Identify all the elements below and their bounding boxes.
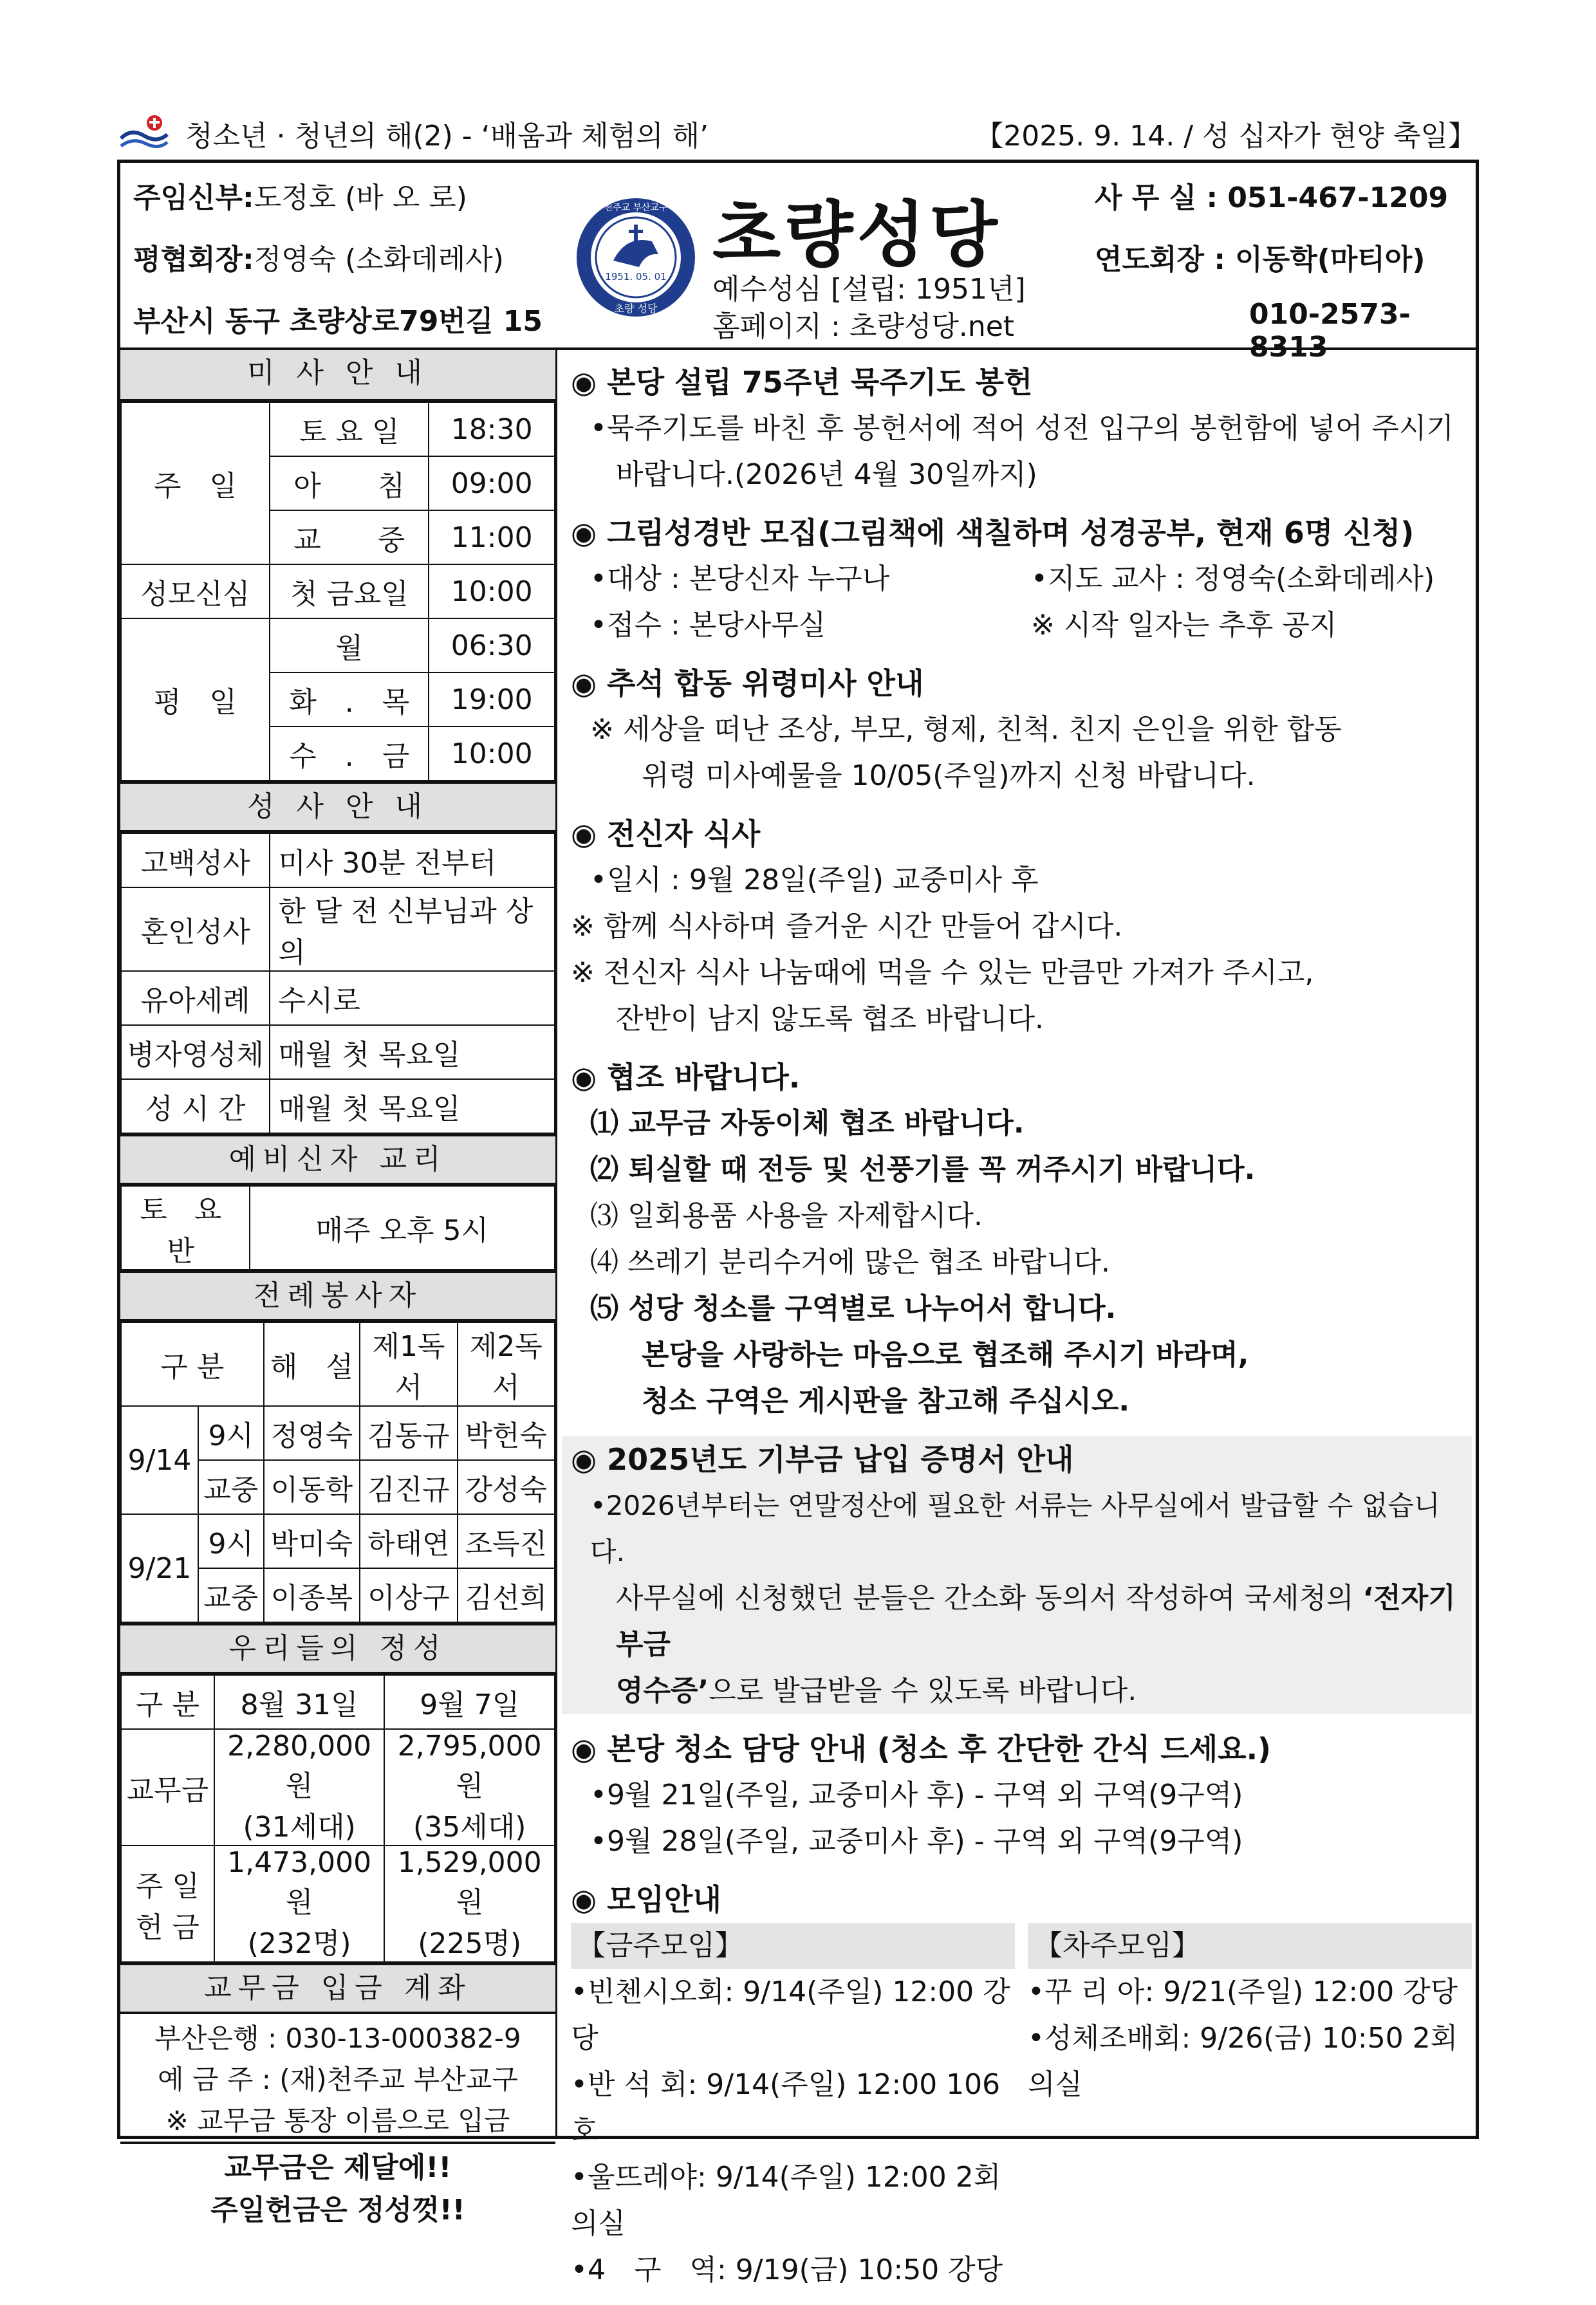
top-line	[118, 111, 1476, 156]
sunday-sep7-amount: 1,529,000원	[397, 1846, 542, 1919]
dues-aug31-households: (31세대)	[243, 1811, 356, 1844]
sacrament-title: 성 사 안 내	[120, 781, 555, 833]
notice-line: ※ 세상을 떠난 조상, 부모, 형제, 친척. 친지 은인을 위한 합동	[590, 713, 1342, 746]
offering-header: 8월 31일	[214, 1675, 385, 1729]
notice-line: •대상 : 본당신자 누구나	[590, 562, 890, 595]
liturgy-cell: 박헌숙	[458, 1406, 555, 1460]
sacrament-key: 혼인성사	[121, 887, 270, 971]
sunday-aug31-people: (232명)	[247, 1927, 351, 1960]
liturgy-mass: 교중	[198, 1568, 264, 1622]
bank-account: 부산은행 : 030-13-000382-9	[154, 2023, 521, 2054]
notice-title: ◉ 협조 바랍니다.	[571, 1060, 801, 1095]
meeting-item: •꾸 리 아: 9/21(주일) 12:00 강당	[1028, 1976, 1458, 2008]
liturgy-cell: 하태연	[360, 1514, 457, 1568]
church-name: 초량성당	[712, 194, 1002, 276]
sacrament-value: 미사 30분 전부터	[270, 833, 555, 887]
dues-sep7-households: (35세대)	[413, 1811, 526, 1844]
right-column	[571, 359, 1472, 2305]
offering-table	[120, 1674, 555, 1963]
meeting-item: •울뜨레야: 9/14(주일) 12:00 2회의실	[571, 2161, 1001, 2240]
meeting-item: •빈첸시오회: 9/14(주일) 12:00 강당	[571, 1976, 1010, 2055]
sunday-aug31-amount: 1,473,000원	[227, 1846, 372, 1919]
main-frame	[117, 347, 1479, 2286]
dues-slogan	[120, 2142, 555, 2232]
notice-rosary	[571, 359, 1472, 498]
sunday-label: 주 일	[121, 402, 270, 564]
notice-title: ◉ 본당 청소 담당 안내 (청소 후 간단한 간식 드세요.)	[571, 1732, 1272, 1766]
meetings-grid	[571, 1923, 1472, 2293]
dues-sep7-amount: 2,795,000원	[397, 1730, 542, 1802]
mon-time: 06:30	[429, 618, 555, 672]
liturgy-mass: 교중	[198, 1460, 264, 1514]
council-label: 평협회장:	[133, 243, 254, 276]
date-feast: 【2025. 9. 14. / 성 십자가 현양 축일】	[975, 120, 1476, 153]
liturgy-cell: 김동규	[360, 1406, 457, 1460]
slogan-2: 주일헌금은 정성껏!!	[210, 2194, 465, 2226]
morning-label: 아 침	[270, 456, 429, 510]
notice-memorial-mass	[571, 660, 1472, 799]
sacrament-key: 병자영성체	[121, 1025, 270, 1079]
sacrament-value: 수시로	[270, 971, 555, 1025]
pastor-label: 주임신부:	[133, 181, 254, 214]
liturgy-cell: 박미숙	[264, 1514, 360, 1568]
mary-label: 성모신심	[121, 564, 270, 618]
sat-time: 18:30	[429, 402, 555, 456]
liturgy-cell: 김선희	[458, 1568, 555, 1622]
sunday-sep7-people: (225명)	[418, 1927, 522, 1960]
morning-time: 09:00	[429, 456, 555, 510]
pastor-name: 도정호 (바 오 로)	[254, 181, 467, 214]
diocese-wave-icon	[118, 114, 170, 153]
notice-line: •일시 : 9월 28일(주일) 교중미사 후	[590, 864, 1039, 896]
header	[117, 160, 1479, 364]
council-line	[133, 236, 504, 277]
catechumen-table	[120, 1185, 555, 1270]
notice-line: 청소 구역은 게시판을 참고해 주십시오.	[642, 1385, 1130, 1418]
dues-aug31-amount: 2,280,000원	[227, 1730, 372, 1802]
notice-title: ◉ 2025년도 기부금 납입 증명서 안내	[571, 1442, 1074, 1477]
mon-label: 월	[270, 618, 429, 672]
next-week-meetings	[1028, 1923, 1472, 2293]
dues-label: 교무금	[121, 1729, 214, 1846]
sunday-offering-label	[121, 1846, 214, 1962]
notice-line: ※ 시작 일자는 추후 공지	[1031, 609, 1337, 642]
meeting-item: •반 석 회: 9/14(주일) 12:00 106호	[571, 2068, 1001, 2147]
mary-day: 첫 금요일	[270, 564, 429, 618]
office-phone: 사 무 실 : 051-467-1209	[1095, 181, 1449, 214]
notice-line: ⑸ 성당 청소를 구역별로 나누어서 합니다.	[590, 1292, 1117, 1325]
liturgy-header: 구 분	[121, 1322, 264, 1406]
liturgy-header: 제1독서	[360, 1322, 457, 1406]
notice-title: ◉ 그림성경반 모집(그림책에 색칠하며 성경공부, 현재 6명 신청)	[571, 515, 1415, 550]
notice-meal	[571, 811, 1472, 1042]
notice-line: ⑷ 쓰레기 분리수거에 많은 협조 바랍니다.	[590, 1246, 1110, 1279]
notice-line: ⑵ 퇴실할 때 전등 및 선풍기를 꼭 꺼주시기 바랍니다.	[590, 1153, 1256, 1186]
notice-line: •9월 21일(주일, 교중미사 후) - 구역 외 구역(9구역)	[590, 1779, 1243, 1811]
patron-founded: 예수성심 [설립: 1951년]	[712, 273, 1026, 306]
seal-top-text: 천주교 부산교구	[604, 203, 668, 213]
meeting-item: •성체조배회: 9/26(금) 10:50 2회의실	[1028, 2022, 1458, 2101]
notice-line: •접수 : 본당사무실	[590, 609, 826, 642]
homepage: 홈페이지 : 초량성당.net	[712, 310, 1015, 343]
leader: 연도회장 : 이동학(마티아)	[1095, 243, 1425, 276]
liturgy-cell: 정영숙	[264, 1406, 360, 1460]
liturgy-cell: 이상구	[360, 1568, 457, 1622]
wedfri-label: 수 . 금	[270, 727, 429, 781]
seal-date: 1951. 05. 01	[605, 271, 667, 282]
tuethu-time: 19:00	[429, 672, 555, 727]
leader-phone: 010-2573-8313	[1249, 298, 1411, 364]
notice-line	[571, 1668, 1472, 1714]
notice-line	[571, 1575, 1472, 1668]
next-week-head: 【차주모임】	[1028, 1923, 1472, 1969]
sacrament-key: 유아세례	[121, 971, 270, 1025]
notice-line: •9월 28일(주일, 교중미사 후) - 구역 외 구역(9구역)	[590, 1825, 1243, 1858]
account-info	[120, 2014, 555, 2142]
notice-line: ⑴ 교무금 자동이체 협조 바랍니다.	[590, 1107, 1025, 1140]
notice-line: ⑶ 일회용품 사용을 자제합시다.	[590, 1199, 983, 1232]
notice-line: •지도 교사 : 정영숙(소화데레사)	[1031, 562, 1435, 595]
weekday-label: 평 일	[121, 618, 270, 781]
offering-title: 우리들의 정성	[120, 1623, 555, 1674]
liturgy-cell: 조득진	[458, 1514, 555, 1568]
liturgy-cell: 강성숙	[458, 1460, 555, 1514]
notice-line: 위령 미사예물을 10/05(주일)까지 신청 바랍니다.	[642, 759, 1256, 792]
mass-table	[120, 402, 555, 781]
church-seal-icon	[575, 196, 697, 319]
sacrament-table	[120, 833, 555, 1134]
meeting-item: •4 구 역: 9/19(금) 10:50 강당	[571, 2254, 1003, 2286]
sacrament-key: 성 시 간	[121, 1079, 270, 1133]
theme-line	[118, 113, 709, 154]
council-name: 정영숙 (소화데레사)	[254, 243, 504, 276]
sat-label: 토 요 일	[270, 402, 429, 456]
account-note: ※ 교무금 통장 이름으로 입금	[165, 2105, 510, 2136]
notice-emphasis: ‘전자기부금	[616, 1582, 1456, 1661]
liturgy-header: 해 설	[264, 1322, 360, 1406]
notice-line: ※ 전신자 식사 나눔때에 먹을 수 있는 만큼만 가져가 주시고,	[571, 956, 1314, 989]
notice-meetings	[571, 1876, 1472, 2293]
liturgy-table	[120, 1322, 555, 1623]
offering-header: 9월 7일	[384, 1675, 555, 1729]
seal-bottom-text: 초량 성당	[614, 302, 658, 315]
notice-donation-receipt	[562, 1436, 1472, 1714]
liturgy-header: 제2독서	[458, 1322, 555, 1406]
wedfri-time: 10:00	[429, 727, 555, 781]
liturgy-cell: 이종복	[264, 1568, 360, 1622]
offering-header: 구 분	[121, 1675, 214, 1729]
main-mass-label: 교 중	[270, 510, 429, 564]
dues-aug31	[214, 1729, 385, 1846]
liturgy-title: 전례봉사자	[120, 1270, 555, 1322]
column-divider	[555, 350, 557, 2136]
tuethu-label: 화 . 목	[270, 672, 429, 727]
mary-time: 10:00	[429, 564, 555, 618]
this-week-head: 【금주모임】	[571, 1923, 1015, 1969]
liturgy-mass: 9시	[198, 1514, 264, 1568]
catechumen-title: 예비신자 교리	[120, 1134, 555, 1185]
sunday-aug31	[214, 1846, 385, 1962]
notice-title: ◉ 추석 합동 위령미사 안내	[571, 666, 924, 701]
account-holder: 예 금 주 : (재)천주교 부산교구	[158, 2064, 518, 2095]
address: 부산시 동구 초량상로79번길 15	[133, 305, 543, 338]
notice-title: ◉ 전신자 식사	[571, 817, 761, 851]
sunday-sep7	[384, 1846, 555, 1962]
left-column	[120, 350, 555, 2232]
sunday-offering-label-1: 주 일	[135, 1869, 200, 1903]
sunday-offering-label-2: 헌 금	[135, 1911, 200, 1944]
liturgy-cell: 김진규	[360, 1460, 457, 1514]
year-theme: 청소년 · 청년의 해(2) - ‘배움과 체험의 해’	[185, 120, 709, 153]
notice-line: •묵주기도를 바친 후 봉헌서에 적어 성전 입구의 봉헌함에 넣어 주시기	[590, 412, 1454, 445]
main-mass-time: 11:00	[429, 510, 555, 564]
mass-title: 미 사 안 내	[120, 350, 555, 402]
notice-cleaning	[571, 1726, 1472, 1865]
sacrament-value: 매월 첫 목요일	[270, 1025, 555, 1079]
notice-text: 으로 발급받을 수 있도록 바랍니다.	[709, 1674, 1137, 1707]
notice-title: ◉ 모임안내	[571, 1882, 721, 1917]
this-week-meetings	[571, 1923, 1015, 2293]
account-title: 교무금 입금 계좌	[120, 1963, 555, 2014]
liturgy-cell: 이동학	[264, 1460, 360, 1514]
notice-emphasis: 영수증’	[616, 1674, 709, 1707]
sacrament-value: 한 달 전 신부님과 상의	[270, 887, 555, 971]
notice-line: 바랍니다.(2026년 4월 30일까지)	[616, 458, 1037, 491]
notice-line: •2026년부터는 연말정산에 필요한 서류는 사무실에서 발급할 수 없습니다.	[590, 1490, 1440, 1568]
slogan-1: 교무금은 제달에!!	[224, 2151, 452, 2184]
liturgy-date: 9/21	[121, 1514, 198, 1622]
notice-bible-class	[571, 510, 1472, 649]
pastor-line	[133, 174, 467, 216]
notice-title: ◉ 본당 설립 75주년 묵주기도 봉헌	[571, 365, 1033, 400]
notice-line: ※ 함께 식사하며 즐거운 시간 만들어 갑시다.	[571, 910, 1123, 943]
notice-text: 사무실에 신청했던 분들은 간소화 동의서 작성하여 국세청의	[616, 1582, 1363, 1615]
sacrament-value: 매월 첫 목요일	[270, 1079, 555, 1133]
catechumen-value: 매주 오후 5시	[250, 1186, 555, 1270]
notice-cooperation	[571, 1054, 1472, 1425]
liturgy-date: 9/14	[121, 1406, 198, 1514]
notice-line: 본당을 사랑하는 마음으로 협조해 주시기 바라며,	[642, 1338, 1249, 1371]
catechumen-key: 토 요 반	[121, 1186, 250, 1270]
sacrament-key: 고백성사	[121, 833, 270, 887]
notice-line: 잔반이 남지 않도록 협조 바랍니다.	[616, 1003, 1044, 1035]
dues-sep7	[384, 1729, 555, 1846]
liturgy-mass: 9시	[198, 1406, 264, 1460]
